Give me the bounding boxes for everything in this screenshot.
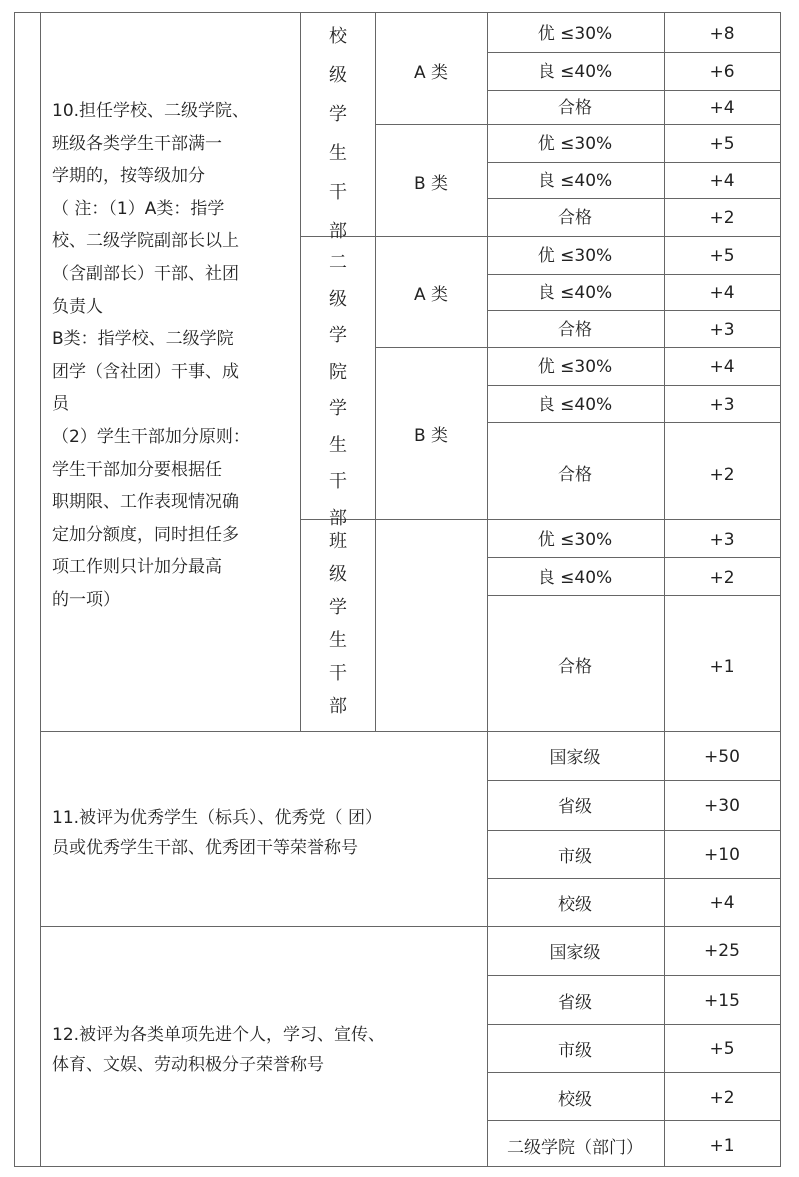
row-divider [487, 878, 780, 879]
level-name-class [318, 527, 358, 725]
class-label: A 类 [413, 63, 449, 83]
score-cell: +50 [704, 747, 740, 767]
row-divider [487, 595, 780, 596]
row-divider [487, 310, 780, 311]
grade-cell: 优 ≤30% [537, 246, 613, 266]
level-char: 部 [329, 507, 347, 529]
row-divider [487, 385, 780, 386]
grade-cell: 优 ≤30% [537, 134, 613, 154]
score-cell: +3 [709, 530, 735, 550]
description-line: 校、二级学院副部长以上 [52, 231, 239, 252]
table-border-bottom [14, 1166, 781, 1167]
level-char: 学 [329, 325, 347, 346]
description-line: B类：指学校、二级学院 [52, 329, 234, 350]
level-char: 学 [329, 597, 347, 618]
description-line: （2）学生干部加分原则： [52, 426, 250, 447]
level-cell: 国家级 [549, 748, 601, 768]
score-cell: +1 [709, 1136, 735, 1156]
level-cell: 校级 [558, 895, 592, 915]
score-cell: +3 [709, 395, 735, 415]
row-divider [487, 162, 780, 163]
score-cell: +1 [709, 657, 735, 677]
column-divider [487, 12, 488, 1167]
section11-description [52, 803, 382, 863]
row-divider [375, 347, 780, 348]
grade-cell: 良 ≤40% [537, 568, 613, 588]
row-divider [487, 1024, 780, 1025]
score-cell: +4 [709, 98, 735, 118]
description-line: 员 [52, 394, 69, 415]
level-char: 生 [329, 630, 347, 651]
level-cell: 国家级 [549, 943, 601, 963]
description-line: 体育、文娱、劳动积极分子荣誉称号 [52, 1055, 324, 1075]
level-name-school [318, 22, 358, 256]
description-line: 学生干部加分要根据任 [52, 459, 222, 480]
column-divider [300, 12, 301, 731]
score-cell: +8 [709, 24, 735, 44]
row-divider [487, 52, 780, 53]
level-char: 部 [329, 696, 347, 717]
section10-description [52, 95, 250, 617]
score-cell: +2 [709, 465, 735, 485]
section12-description [52, 1020, 385, 1080]
grade-cell: 合格 [558, 208, 592, 228]
table-border-top [14, 12, 781, 13]
row-divider [487, 90, 780, 91]
level-char: 干 [329, 182, 347, 203]
row-divider [487, 274, 780, 275]
section-divider [40, 731, 780, 732]
row-divider [375, 124, 780, 125]
row-divider [487, 1072, 780, 1073]
description-line: （含副部长）干部、社团 [52, 263, 239, 284]
level-char: 校 [329, 26, 347, 47]
description-line: 12.被评为各类单项先进个人，学习、宣传、 [52, 1025, 386, 1045]
level-char: 二 [329, 252, 347, 273]
grade-cell: 合格 [558, 98, 592, 118]
description-line: 班级各类学生干部满一 [52, 133, 222, 154]
level-cell: 市级 [558, 847, 592, 867]
level-name-college [318, 248, 358, 540]
level-char: 生 [329, 434, 347, 456]
description-line: 11.被评为优秀学生（标兵）、优秀党（ 团） [52, 808, 382, 828]
grade-cell: 合格 [558, 465, 592, 485]
row-divider [487, 557, 780, 558]
grade-cell: 良 ≤40% [537, 171, 613, 191]
level-char: 部 [329, 221, 347, 242]
description-line: 定加分额度，同时担任多 [52, 524, 239, 545]
description-line: 学期的，按等级加分 [52, 166, 205, 187]
level-cell: 市级 [558, 1041, 592, 1061]
score-cell: +2 [709, 208, 735, 228]
score-cell: +10 [704, 845, 740, 865]
score-cell: +5 [709, 246, 735, 266]
row-divider [487, 975, 780, 976]
level-char: 学 [329, 104, 347, 125]
level-cell: 省级 [558, 797, 592, 817]
score-cell: +5 [709, 134, 735, 154]
level-char: 班 [329, 531, 347, 552]
level-char: 级 [329, 564, 347, 585]
description-line: 职期限、工作表现情况确 [52, 492, 239, 513]
row-divider [487, 830, 780, 831]
row-divider [487, 780, 780, 781]
level-char: 级 [329, 288, 347, 310]
row-divider [487, 198, 780, 199]
row-divider [487, 422, 780, 423]
level-char: 级 [329, 65, 347, 86]
description-line: 团学（含社团）干事、成 [52, 361, 239, 382]
grade-cell: 优 ≤30% [537, 357, 613, 377]
grade-cell: 合格 [558, 320, 592, 340]
table-border-left [14, 12, 15, 1167]
row-divider [300, 236, 780, 237]
level-char: 干 [329, 663, 347, 684]
grade-cell: 良 ≤40% [537, 62, 613, 82]
level-char: 院 [329, 361, 347, 383]
description-line: 10.担任学校、二级学院、 [52, 101, 250, 121]
grade-cell: 良 ≤40% [537, 395, 613, 415]
level-char: 学 [329, 398, 347, 419]
score-cell: +4 [709, 357, 735, 377]
level-cell: 二级学院（部门） [507, 1138, 643, 1158]
score-cell: +2 [709, 1088, 735, 1108]
score-cell: +25 [704, 941, 740, 961]
grade-cell: 优 ≤30% [537, 24, 613, 44]
score-cell: +5 [709, 1039, 735, 1059]
grade-cell: 优 ≤30% [537, 530, 613, 550]
score-cell: +4 [709, 283, 735, 303]
score-cell: +30 [704, 796, 740, 816]
table-border-right [780, 12, 781, 1167]
section-divider [40, 926, 780, 927]
score-cell: +15 [704, 991, 740, 1011]
score-cell: +4 [709, 171, 735, 191]
description-line: 的一项） [52, 589, 120, 610]
column-divider [664, 12, 665, 1167]
class-label: B 类 [413, 174, 449, 194]
level-cell: 校级 [558, 1090, 592, 1110]
score-cell: +6 [709, 62, 735, 82]
column-divider [375, 12, 376, 731]
description-line: 员或优秀学生干部、优秀团干等荣誉称号 [52, 838, 358, 858]
score-cell: +4 [709, 893, 735, 913]
grade-cell: 良 ≤40% [537, 283, 613, 303]
class-label: B 类 [413, 426, 449, 446]
description-line: 项工作则只计加分最高 [52, 557, 222, 578]
column-divider [40, 12, 41, 1167]
row-divider [487, 1120, 780, 1121]
level-cell: 省级 [558, 993, 592, 1013]
level-char: 干 [329, 471, 347, 492]
level-char: 生 [329, 143, 347, 164]
description-line: （ 注：（1）A类：指学 [52, 198, 225, 219]
class-label: A 类 [413, 285, 449, 305]
description-line: 负责人 [52, 296, 103, 317]
row-divider [300, 519, 780, 520]
score-cell: +2 [709, 568, 735, 588]
grade-cell: 合格 [558, 657, 592, 677]
score-cell: +3 [709, 320, 735, 340]
